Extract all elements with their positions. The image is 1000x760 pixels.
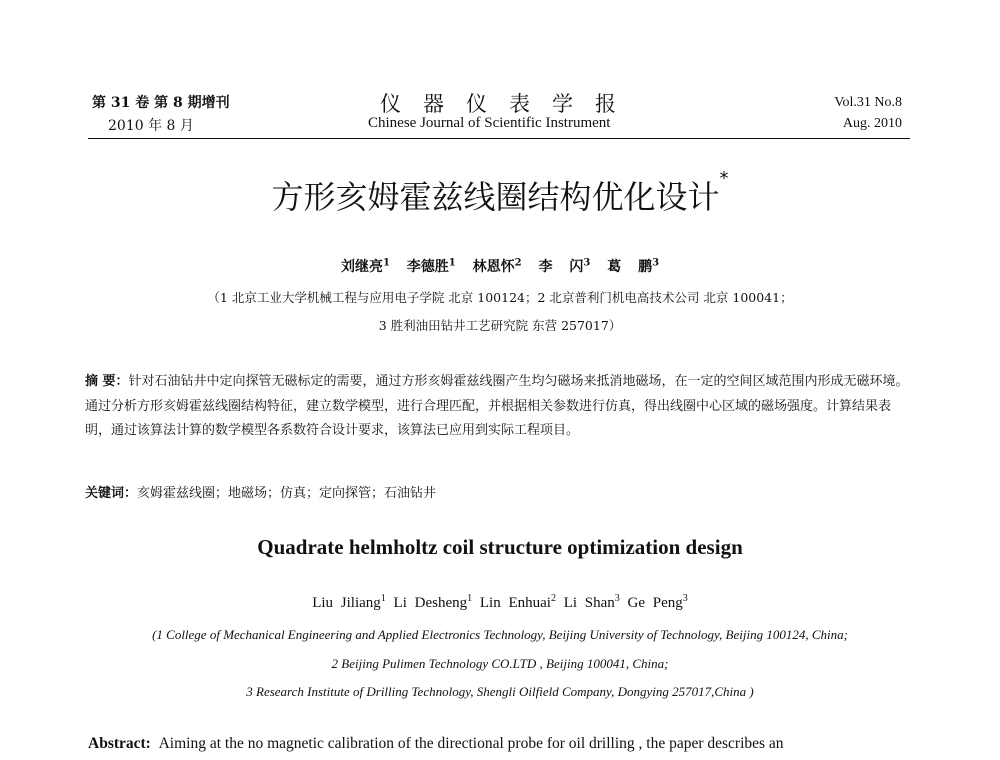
author-cn: 葛 鹏$^3$ (607, 257, 660, 275)
author-cn: 李德胜$^1$ (406, 257, 456, 275)
author-cn: 林恩怀$^2$ (472, 257, 522, 275)
author-list-en (0, 593, 1000, 612)
author-cn: 李 闪$^3$ (538, 257, 591, 275)
volume-issue-cn: 第 31 卷 第 8 期增刊 (92, 95, 230, 111)
date-en: Aug. 2010 (842, 116, 902, 131)
abstract-text-cn: 针对石油钻井中定向探管无磁标定的需要，通过方形亥姆霍兹线圈产生均匀磁场来抵消地磁场，在一定的空间区域范围内形成无磁环境。通过分析方形亥姆霍兹线圈结构特征，建立数学模型，进行合理匹配，并根据相关参数进行仿真，得出线圈中心区域的磁场强度。计算结果表明，通过该算法计算的数学模型各系数符合设计要求，该算法已应用到实际工程项目。 (85, 374, 909, 438)
affiliation-en-line1: (1 College of Mechanical Engineering and Applied Electronics Technology, Beijing University of Technology, Beijing 100124, China; (152, 627, 848, 642)
author-en: Li Desheng$^1$ (393, 593, 473, 611)
keywords-text-cn: 亥姆霍兹线圈；地磁场；仿真；定向探管；石油钻井 (137, 486, 437, 501)
author-cn: 刘继亮$^1$ (340, 257, 390, 275)
abstract-label-cn: 摘 要： (85, 374, 129, 389)
paper-title-en: Quadrate helmholtz coil structure optimization design (257, 535, 743, 559)
affiliation-cn-line2: 3 胜利油田钻井工艺研究院 东营 257017） (378, 318, 622, 333)
affiliation-en-line2: 2 Beijing Pulimen Technology CO.LTD , Beijing 100041, China; (331, 656, 669, 671)
title-footnote-mark: * (719, 168, 729, 189)
paper-title-cn (0, 168, 1000, 218)
abstract-text-en: Aiming at the no magnetic calibration of the directional probe for oil drilling , the paper describes an (158, 735, 784, 752)
abstract-cn (85, 370, 915, 444)
author-list-cn (0, 256, 1000, 276)
abstract-en (88, 735, 784, 753)
keywords-label-cn: 关键词： (85, 486, 138, 501)
author-en: Ge Peng$^3$ (627, 593, 688, 611)
keywords-cn (85, 482, 436, 501)
affiliation-en-line3: 3 Research Institute of Drilling Technology, Shengli Oilfield Company, Dongying 257017,China ) (246, 684, 754, 699)
author-en: Li Shan$^3$ (563, 593, 620, 611)
author-en: Liu Jiliang$^1$ (312, 593, 386, 611)
journal-name-en: Chinese Journal of Scientific Instrument (368, 115, 611, 131)
journal-name-cn: 仪器仪表学报 (380, 92, 638, 116)
abstract-label-en: Abstract: (88, 735, 151, 752)
affiliation-cn-line1: （1 北京工业大学机械工程与应用电子学院 北京 100124；2 北京普利门机电高技术公司 北京 100041； (207, 290, 793, 305)
volume-issue-en: Vol.31 No.8 (834, 95, 902, 110)
author-en: Lin Enhuai$^2$ (479, 593, 556, 611)
date-cn: 2010 年 8 月 (108, 118, 194, 134)
header-divider (88, 138, 910, 139)
title-text-cn: 方形亥姆霍兹线圈结构优化设计 (271, 178, 720, 216)
